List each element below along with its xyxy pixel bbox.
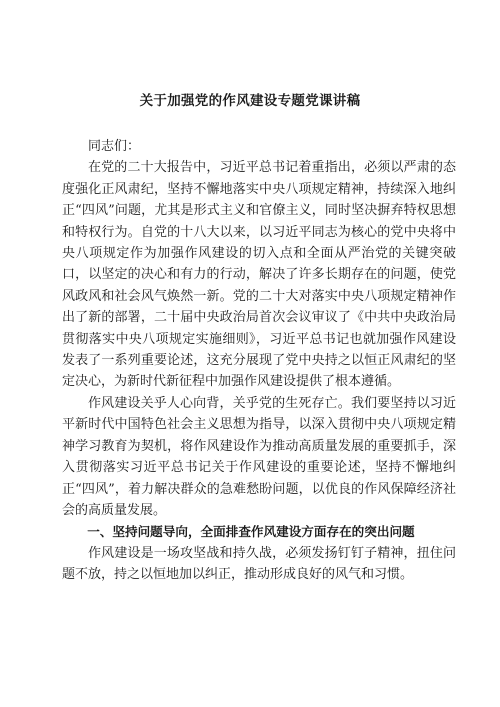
- document-body: [62, 136, 456, 586]
- paragraph-2: 作风建设关乎人心向背，关乎党的生死存亡。我们要坚持以习近平新时代中国特色社会主义思想为指导，以深入贯彻中央八项规定精神学习教育为契机，将作风建设作为推动高质量发展的重要抓手，深入贯彻落实习近平总书记关于作风建设的重要论述，坚持不懈地纠正“四风”，着力解决群众的急难愁盼问题，以优良的作风保障经济社会的高质量发展。: [62, 395, 456, 518]
- section-paragraph: 作风建设是一场攻坚战和持久战，必须发扬钉钉子精神，扭住问题不放，持之以恒地加以纠正，推动形成良好的风气和习惯。: [62, 545, 456, 583]
- salutation: 同志们：: [88, 139, 141, 154]
- section-heading: 一、坚持问题导向，全面排查作风建设方面存在的突出问题: [87, 524, 415, 540]
- paragraph-1: 在党的二十大报告中，习近平总书记着重指出，必须以严肃的态度强化正风肃纪，坚持不懈地落实中央八项规定精神，持续深入地纠正“四风”问题，尤其是形式主义和官僚主义，同时坚决摒弃特权思想和特权行为。自党的十八大以来，以习近平同志为核心的党中央将中央八项规定作为加强作风建设的切入点和全面从严治党的关键突破口，以坚定的决心和有力的行动，解决了许多长期存在的问题，使党风政风和社会风气焕然一新。党的二十大对落实中央八项规定精神作出了新的部署，二十届中央政治局首次会议审议了《中共中央政治局贯彻落实中央八项规定实施细则》，习近平总书记也就加强作风建设发表了一系列重要论述，这充分展现了党中央持之以恒正风肃纪的坚定决心，为新时代新征程中加强作风建设提供了根本遵循。: [62, 160, 456, 390]
- document-title: 关于加强党的作风建设专题党课讲稿: [139, 93, 361, 109]
